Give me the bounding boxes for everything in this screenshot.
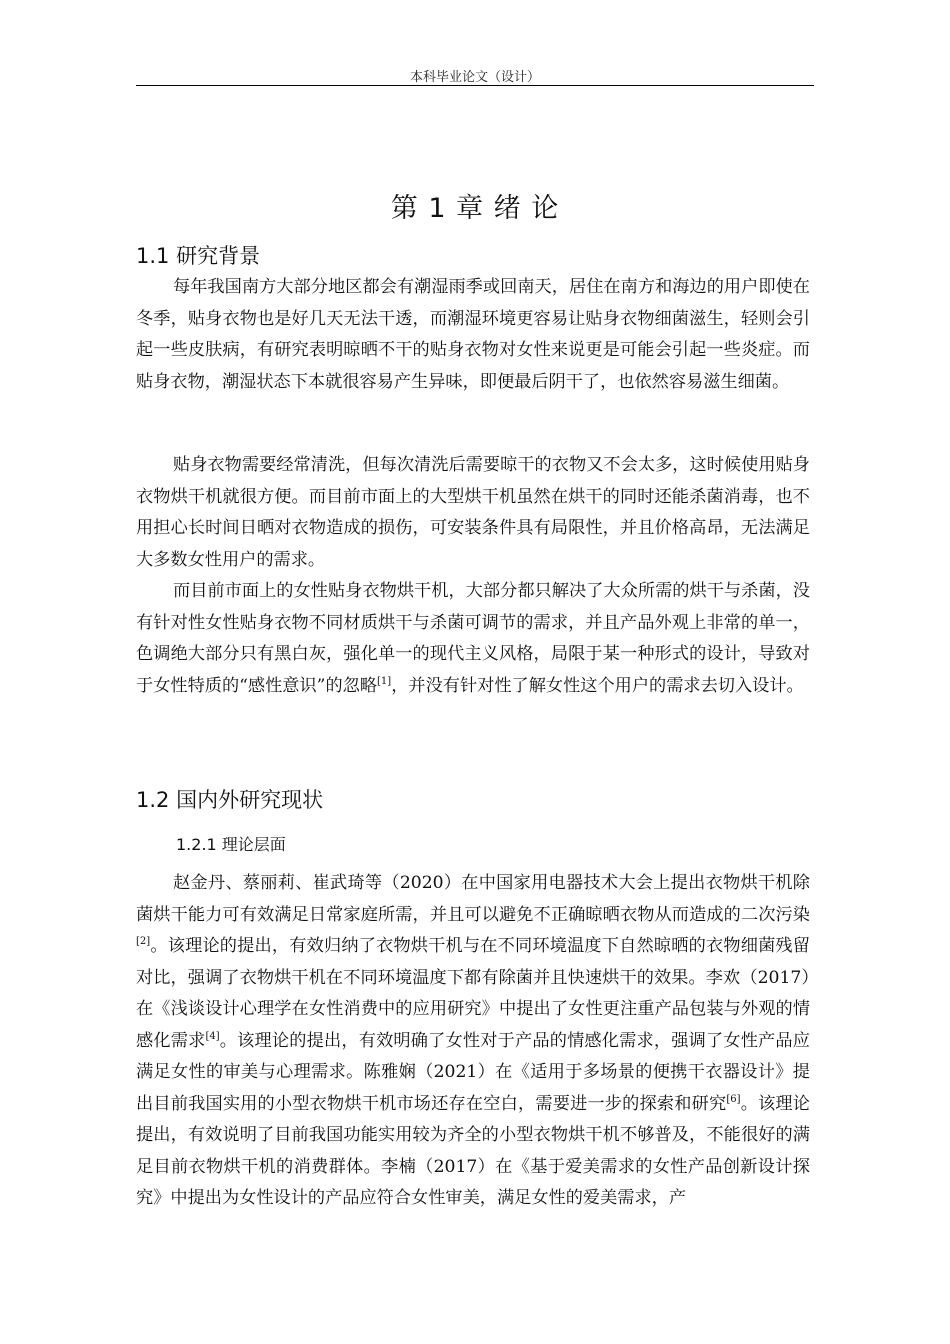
paragraph-4-text-b: 。该理论的提出，有效归纳了衣物烘干机与在不同环境温度下自然晾晒的衣物细菌残留对比，强调了衣物烘干机在不同环境温度下都有除菌并且快速烘干的效果。李欢（2017）在《浅谈设计心理学在女性消费中的应用研究》中提出了女性更注重产品包装与外观的情感化需求 <box>136 936 810 1051</box>
paragraph-3 <box>136 576 810 702</box>
paragraph-1: 每年我国南方大部分地区都会有潮湿雨季或回南天，居住在南方和海边的用户即使在冬季，贴身衣物也是好几天无法干透，而潮湿环境更容易让贴身衣物细菌滋生，轻则会引起一些皮肤病，有研究表明晾晒不干的贴身衣物对女性来说更是可能会引起一些炎症。而贴身衣物，潮湿状态下本就很容易产生异味，即便最后阴干了，也依然容易滋生细菌。 <box>136 277 810 392</box>
citation-1: [1] <box>377 675 392 687</box>
citation-4: [4] <box>205 1030 220 1042</box>
paragraph-4-text-d: 。该理论提出，有效说明了目前我国功能实用较为齐全的小型衣物烘干机不够普及，不能很好的满足目前衣物烘干机的消费群体。李楠（2017）在《基于爱美需求的女性产品创新设计探究》中提出为女性设计的产品应符合女性审美，满足女性的爱美需求，产 <box>136 1093 810 1208</box>
paragraph-2: 贴身衣物需要经常清洗，但每次清洗后需要晾干的衣物又不会太多，这时候使用贴身衣物烘干机就很方便。而目前市面上的大型烘干机虽然在烘干的同时还能杀菌消毒，也不用担心长时间日晒对衣物造成的损伤，可安装条件具有局限性，并且价格高昂，无法满足大多数女性用户的需求。 <box>136 455 810 570</box>
section-heading-1-1: 1.1 研究背景 <box>136 244 261 268</box>
citation-2: [2] <box>136 936 151 947</box>
paragraph-4-text-c: 。该理论的提出，有效明确了女性对于产品的情感化需求，强调了女性产品应满足女性的审美与心理需求。陈雅娴（2021）在《适用于多场景的便携干衣器设计》提出目前我国实用的小型衣物烘干机市场还存在空白，需要进一步的探索和研究 <box>136 1030 810 1114</box>
subsection-heading-1-2-1: 1.2.1 理论层面 <box>176 835 286 854</box>
paragraph-4 <box>136 868 810 1215</box>
running-header: 本科毕业论文（设计） <box>409 70 540 85</box>
paragraph-4-text-a: 赵金丹、蔡丽莉、崔武琦等（2020）在中国家用电器技术大会上提出衣物烘干机除菌烘干能力可有效满足日常家庭所需，并且可以避免不正确晾晒衣物从而造成的二次污染 <box>136 873 810 925</box>
paragraph-3-text-a: 而目前市面上的女性贴身衣物烘干机，大部分都只解决了大众所需的烘干与杀菌，没有针对性女性贴身衣物不同材质烘干与杀菌可调节的需求，并且产品外观上非常的单一，色调绝大部分只有黑白灰，强化单一的现代主义风格，局限于某一种形式的设计，导致对于女性特质的“感性意识”的忽略 <box>136 581 810 696</box>
header-rule <box>136 85 814 86</box>
citation-6: [6] <box>726 1093 741 1105</box>
paragraph-3-text-b: ，并没有针对性了解女性这个用户的需求去切入设计。 <box>391 675 804 696</box>
section-heading-1-2: 1.2 国内外研究现状 <box>136 788 324 812</box>
chapter-title: 第 1 章 绪 论 <box>390 193 560 224</box>
